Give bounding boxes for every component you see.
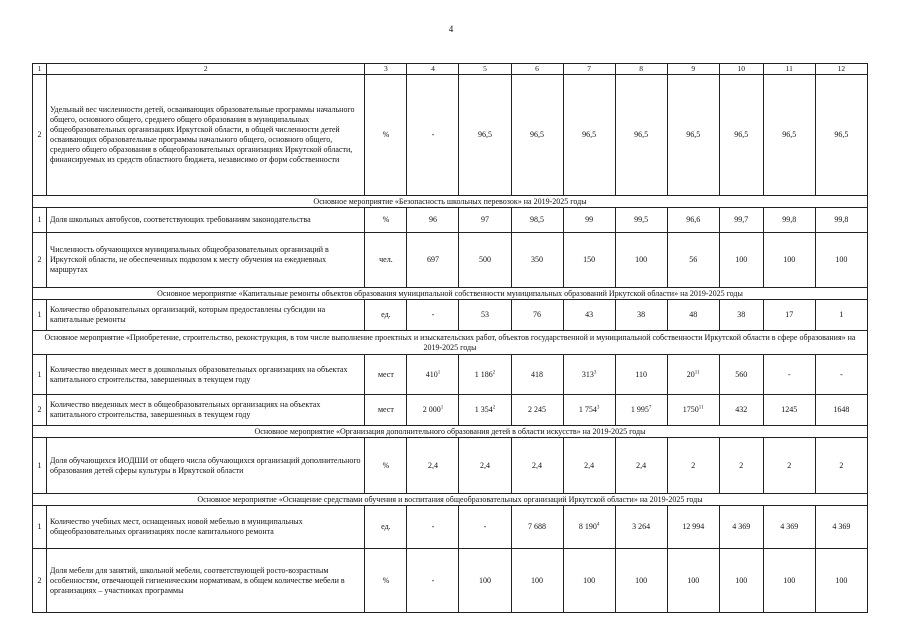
cell-text: 100 xyxy=(687,575,700,585)
table-row xyxy=(33,233,868,288)
column-number: 11 xyxy=(763,64,815,75)
table-row xyxy=(33,549,868,613)
cell-text: чел. xyxy=(379,255,393,264)
value-cell xyxy=(511,355,563,395)
value-cell xyxy=(459,233,511,288)
value-cell xyxy=(615,75,667,196)
value-cell xyxy=(763,438,815,494)
cell-text: 98,5 xyxy=(530,215,545,224)
page-number: 4 xyxy=(448,24,454,34)
column-number: 2 xyxy=(47,64,365,75)
cell-text: 410 xyxy=(425,369,438,379)
cell-text: 100 xyxy=(635,575,648,585)
cell-text: 96,5 xyxy=(634,130,649,139)
cell-text: 100 xyxy=(783,255,796,264)
cell-text: 2 xyxy=(691,460,696,470)
cell-text: - xyxy=(431,575,435,585)
value-cell xyxy=(407,300,459,331)
value-cell xyxy=(815,75,867,196)
cell-text: 2,4 xyxy=(480,460,490,470)
cell-text: 350 xyxy=(531,255,544,264)
value-cell xyxy=(407,233,459,288)
unit-cell xyxy=(365,395,407,426)
value-cell xyxy=(407,75,459,196)
column-number: 5 xyxy=(459,64,511,75)
value-cell xyxy=(667,208,719,233)
cell-text: 96,5 xyxy=(834,130,849,139)
cell-text: 1 186 xyxy=(474,369,493,379)
cell-text: - xyxy=(431,522,435,531)
value-cell xyxy=(459,549,511,613)
value-cell xyxy=(407,438,459,494)
cell-text: Доля обучающихся ИОДШИ от общего числа обучающихся организаций дополнительного образования детей сферы культуры в Иркутской области xyxy=(50,455,361,475)
value-cell xyxy=(615,549,667,613)
footnote-marker: 2 xyxy=(492,405,496,411)
section-heading: Основное мероприятие «Капитальные ремонты объектов образования муниципальной собственности муниципальных образований Иркутской области» на 2019-2025 годы xyxy=(33,288,868,300)
value-cell xyxy=(511,438,563,494)
cell-text: 53 xyxy=(481,310,489,319)
value-cell xyxy=(763,355,815,395)
cell-text: Доля школьных автобусов, соответствующих требованиям законодательства xyxy=(50,215,311,224)
cell-text: 1 xyxy=(839,310,844,319)
cell-text: 110 xyxy=(635,369,647,379)
column-number: 3 xyxy=(365,64,407,75)
table-row xyxy=(33,395,868,426)
section-heading: Основное мероприятие «Безопасность школьных перевозок» на 2019-2025 годы xyxy=(33,196,868,208)
unit-cell xyxy=(365,300,407,331)
cell-text: Количество введенных мест в общеобразовательных организациях на объектах капитального строительства, завершенных в текущем году xyxy=(50,400,321,419)
row-number xyxy=(33,208,47,233)
cell-text: Количество введенных мест в дошкольных образовательных организациях на объектах капитального строительства, завершенных в текущем году xyxy=(50,364,348,384)
cell-text: 96 xyxy=(428,215,437,224)
cell-text: 1245 xyxy=(781,405,798,414)
cell-text: 12 994 xyxy=(682,522,705,531)
value-cell xyxy=(615,506,667,549)
column-number: 7 xyxy=(563,64,615,75)
value-cell xyxy=(563,438,615,494)
value-cell xyxy=(511,549,563,613)
cell-text: ед. xyxy=(381,522,391,531)
column-number: 6 xyxy=(511,64,563,75)
cell-text: 96,5 xyxy=(782,130,797,139)
footnote-marker: 1 xyxy=(437,369,441,375)
unit-cell xyxy=(365,506,407,549)
cell-text: 4 369 xyxy=(780,522,799,531)
indicator-name xyxy=(47,300,365,331)
value-cell xyxy=(719,300,763,331)
cell-text: 17 xyxy=(785,310,794,319)
column-number: 9 xyxy=(667,64,719,75)
cell-text: 100 xyxy=(635,255,648,264)
value-cell xyxy=(407,355,459,395)
value-cell xyxy=(815,506,867,549)
section-heading-row xyxy=(33,288,868,300)
cell-text: 150 xyxy=(583,255,596,264)
cell-text: мест xyxy=(377,405,394,414)
value-cell xyxy=(459,438,511,494)
value-cell xyxy=(719,75,763,196)
table-row xyxy=(33,355,868,395)
unit-cell xyxy=(365,233,407,288)
cell-text: 76 xyxy=(533,310,542,319)
cell-text: 8 190 xyxy=(578,522,597,531)
value-cell xyxy=(459,355,511,395)
value-cell xyxy=(763,395,815,426)
table-row xyxy=(33,506,868,549)
value-cell xyxy=(407,506,459,549)
section-heading-row xyxy=(33,331,868,355)
cell-text: 2 xyxy=(37,405,42,414)
value-cell xyxy=(511,506,563,549)
cell-text: 100 xyxy=(735,255,748,264)
value-cell xyxy=(563,300,615,331)
cell-text: 2 xyxy=(37,130,42,139)
cell-text: 2,4 xyxy=(636,460,647,470)
cell-text: - xyxy=(431,310,435,319)
value-cell xyxy=(667,355,719,395)
cell-text: 99 xyxy=(585,215,594,224)
cell-text: 20 xyxy=(686,369,695,379)
value-cell xyxy=(615,438,667,494)
row-number xyxy=(33,395,47,426)
footnote-marker: 4 xyxy=(596,522,600,528)
cell-text: 96,5 xyxy=(686,130,701,139)
cell-text: 1 xyxy=(37,215,42,224)
cell-text: Численность обучающихся муниципальных общеобразовательных организаций в Иркутской области, не обеспеченных подвозом к месту обучения на ежедневных маршрутах xyxy=(50,245,329,274)
value-cell xyxy=(667,233,719,288)
value-cell xyxy=(563,208,615,233)
indicator-name xyxy=(47,506,365,549)
cell-text: 96,5 xyxy=(478,130,492,139)
cell-text: 1 xyxy=(37,310,42,319)
cell-text: 99,5 xyxy=(634,215,649,224)
value-cell xyxy=(815,438,867,494)
cell-text: 43 xyxy=(585,310,594,319)
table-row xyxy=(33,208,868,233)
cell-text: 2 xyxy=(37,575,42,585)
cell-text: 2 245 xyxy=(528,405,547,414)
cell-text: - xyxy=(840,369,843,379)
cell-text: 1 xyxy=(37,460,42,470)
cell-text: 2 xyxy=(839,460,844,470)
cell-text: 7 688 xyxy=(528,522,547,531)
value-cell xyxy=(719,208,763,233)
cell-text: - xyxy=(431,130,435,139)
indicator-name xyxy=(47,75,365,196)
cell-text: 100 xyxy=(783,575,796,585)
value-cell xyxy=(615,355,667,395)
section-heading-row xyxy=(33,196,868,208)
cell-text: 4 369 xyxy=(832,522,851,531)
section-heading-row xyxy=(33,426,868,438)
cell-text: 1750 xyxy=(682,405,699,414)
cell-text: 313 xyxy=(581,369,594,379)
cell-text: 1 354 xyxy=(474,405,493,414)
value-cell xyxy=(615,300,667,331)
value-cell xyxy=(815,395,867,426)
value-cell xyxy=(563,549,615,613)
cell-text: - xyxy=(787,369,791,379)
value-cell xyxy=(719,233,763,288)
row-number xyxy=(33,506,47,549)
row-number xyxy=(33,75,47,196)
cell-text: % xyxy=(382,215,390,224)
cell-text: 100 xyxy=(835,575,848,585)
value-cell xyxy=(815,233,867,288)
value-cell xyxy=(459,506,511,549)
section-heading: Основное мероприятие «Оснащение средствами обучения и воспитания общеобразовательных организаций Иркутской области» на 2019-2025 годы xyxy=(33,494,868,506)
cell-text: 4 369 xyxy=(732,522,751,531)
value-cell xyxy=(459,75,511,196)
row-number xyxy=(33,549,47,613)
value-cell xyxy=(667,438,719,494)
cell-text: 2 xyxy=(37,255,42,264)
column-number: 4 xyxy=(407,64,459,75)
cell-text: 96,5 xyxy=(734,130,749,139)
indicator-name xyxy=(47,208,365,233)
cell-text: 1 754 xyxy=(578,405,597,414)
cell-text: 56 xyxy=(689,255,698,264)
footnote-marker: 7 xyxy=(648,405,652,411)
value-cell xyxy=(719,549,763,613)
row-number xyxy=(33,233,47,288)
value-cell xyxy=(763,233,815,288)
cell-text: Количество образовательных организаций, которым предоставлены субсидии на капитальные ремонты xyxy=(50,305,326,324)
value-cell xyxy=(407,549,459,613)
cell-text: 100 xyxy=(479,575,491,585)
footnote-marker: 11 xyxy=(698,405,704,411)
value-cell xyxy=(615,208,667,233)
unit-cell xyxy=(365,438,407,494)
cell-text: - xyxy=(483,522,487,531)
cell-text: 96,5 xyxy=(530,130,545,139)
section-heading: Основное мероприятие «Приобретение, строительство, реконструкция, в том числе выполнение проектных и изыскательских работ, объектов государственной и муниципальной собственности Иркутской области в сфере образования» на 2019-2025 годы xyxy=(33,331,868,355)
value-cell xyxy=(563,75,615,196)
footnote-marker: 11 xyxy=(694,369,700,375)
footnote-marker: 2 xyxy=(492,369,496,375)
column-number: 12 xyxy=(815,64,867,75)
cell-text: 100 xyxy=(583,575,596,585)
value-cell xyxy=(615,395,667,426)
footnote-marker: 3 xyxy=(596,405,600,411)
indicator-name xyxy=(47,549,365,613)
cell-text: 1648 xyxy=(833,405,850,414)
column-number: 10 xyxy=(719,64,763,75)
cell-text: 1 995 xyxy=(630,405,649,414)
value-cell xyxy=(407,395,459,426)
unit-cell xyxy=(365,355,407,395)
cell-text: 1 xyxy=(37,522,42,531)
value-cell xyxy=(719,438,763,494)
value-cell xyxy=(459,300,511,331)
section-heading: Основное мероприятие «Организация дополнительного образования детей в области искусств» на 2019-2025 годы xyxy=(33,426,868,438)
value-cell xyxy=(563,506,615,549)
value-cell xyxy=(511,208,563,233)
cell-text: 100 xyxy=(735,575,748,585)
cell-text: 697 xyxy=(426,255,439,264)
cell-text: 2,4 xyxy=(532,460,543,470)
cell-text: мест xyxy=(377,369,394,379)
cell-text: 418 xyxy=(531,369,544,379)
cell-text: 96,5 xyxy=(582,130,597,139)
table-row xyxy=(33,75,868,196)
row-number xyxy=(33,300,47,331)
value-cell xyxy=(511,300,563,331)
value-cell xyxy=(667,549,719,613)
cell-text: 99,7 xyxy=(734,215,749,224)
value-cell xyxy=(763,75,815,196)
cell-text: 97 xyxy=(481,215,489,224)
value-cell xyxy=(667,395,719,426)
indicator-name xyxy=(47,438,365,494)
cell-text: 100 xyxy=(835,255,848,264)
cell-text: 48 xyxy=(689,310,698,319)
cell-text: % xyxy=(382,460,390,470)
column-number-row xyxy=(33,64,868,75)
cell-text: Доля мебели для занятий, школьной мебели, соответствующей росто-возрастным особенностям, отвечающей гигиеническим нормативам, в общем количестве мебели в организациях – участниках программы xyxy=(50,565,345,595)
value-cell xyxy=(719,395,763,426)
cell-text: Удельный вес численности детей, осваивающих образовательные программы начального общего, основного общего, среднего общего образования в муниципальных общеобразовательных организациях Иркутской области, в общей численности детей осваивающих образовательные программы начального общего, основного общего, среднего общего образования в общеобразовательных организациях Иркутской области, финансируемых из средств областного бюджета, независимо от форм собственности xyxy=(50,105,355,164)
value-cell xyxy=(763,549,815,613)
row-number xyxy=(33,355,47,395)
value-cell xyxy=(719,355,763,395)
value-cell xyxy=(719,506,763,549)
cell-text: 38 xyxy=(637,310,646,319)
row-number xyxy=(33,438,47,494)
section-heading-row xyxy=(33,494,868,506)
cell-text: 2,4 xyxy=(427,460,438,470)
cell-text: 432 xyxy=(735,405,748,414)
value-cell xyxy=(511,233,563,288)
cell-text: ед. xyxy=(381,310,391,319)
value-cell xyxy=(667,75,719,196)
value-cell xyxy=(563,233,615,288)
cell-text: 99,8 xyxy=(834,215,849,224)
value-cell xyxy=(459,208,511,233)
value-cell xyxy=(763,300,815,331)
cell-text: 100 xyxy=(531,575,544,585)
indicator-name xyxy=(47,395,365,426)
indicators-table xyxy=(32,63,868,613)
cell-text: % xyxy=(382,575,390,585)
value-cell xyxy=(511,395,563,426)
cell-text: % xyxy=(382,130,390,139)
value-cell xyxy=(763,208,815,233)
footnote-marker: 3 xyxy=(593,369,597,375)
unit-cell xyxy=(365,549,407,613)
cell-text: 2 xyxy=(787,460,792,470)
cell-text: 2 000 xyxy=(422,405,441,414)
value-cell xyxy=(667,300,719,331)
value-cell xyxy=(563,355,615,395)
table-row xyxy=(33,300,868,331)
cell-text: 38 xyxy=(737,310,746,319)
cell-text: Количество учебных мест, оснащенных новой мебелью в муниципальных общеобразовательных организациях после капитального ремонта xyxy=(50,517,303,536)
cell-text: 99,8 xyxy=(782,215,797,224)
cell-text: 560 xyxy=(735,369,748,379)
column-number: 1 xyxy=(33,64,47,75)
unit-cell xyxy=(365,208,407,233)
cell-text: 2 xyxy=(739,460,744,470)
indicator-name xyxy=(47,233,365,288)
value-cell xyxy=(815,208,867,233)
cell-text: 2,4 xyxy=(584,460,595,470)
indicator-name xyxy=(47,355,365,395)
cell-text: 3 264 xyxy=(632,522,651,531)
value-cell xyxy=(459,395,511,426)
value-cell xyxy=(407,208,459,233)
value-cell xyxy=(815,355,867,395)
footnote-marker: 1 xyxy=(440,405,444,411)
unit-cell xyxy=(365,75,407,196)
cell-text: 500 xyxy=(479,255,491,264)
value-cell xyxy=(615,233,667,288)
table-row xyxy=(33,438,868,494)
cell-text: 1 xyxy=(37,369,42,379)
value-cell xyxy=(815,300,867,331)
column-number: 8 xyxy=(615,64,667,75)
cell-text: 96,6 xyxy=(686,215,701,224)
value-cell xyxy=(815,549,867,613)
value-cell xyxy=(511,75,563,196)
value-cell xyxy=(563,395,615,426)
value-cell xyxy=(667,506,719,549)
value-cell xyxy=(763,506,815,549)
